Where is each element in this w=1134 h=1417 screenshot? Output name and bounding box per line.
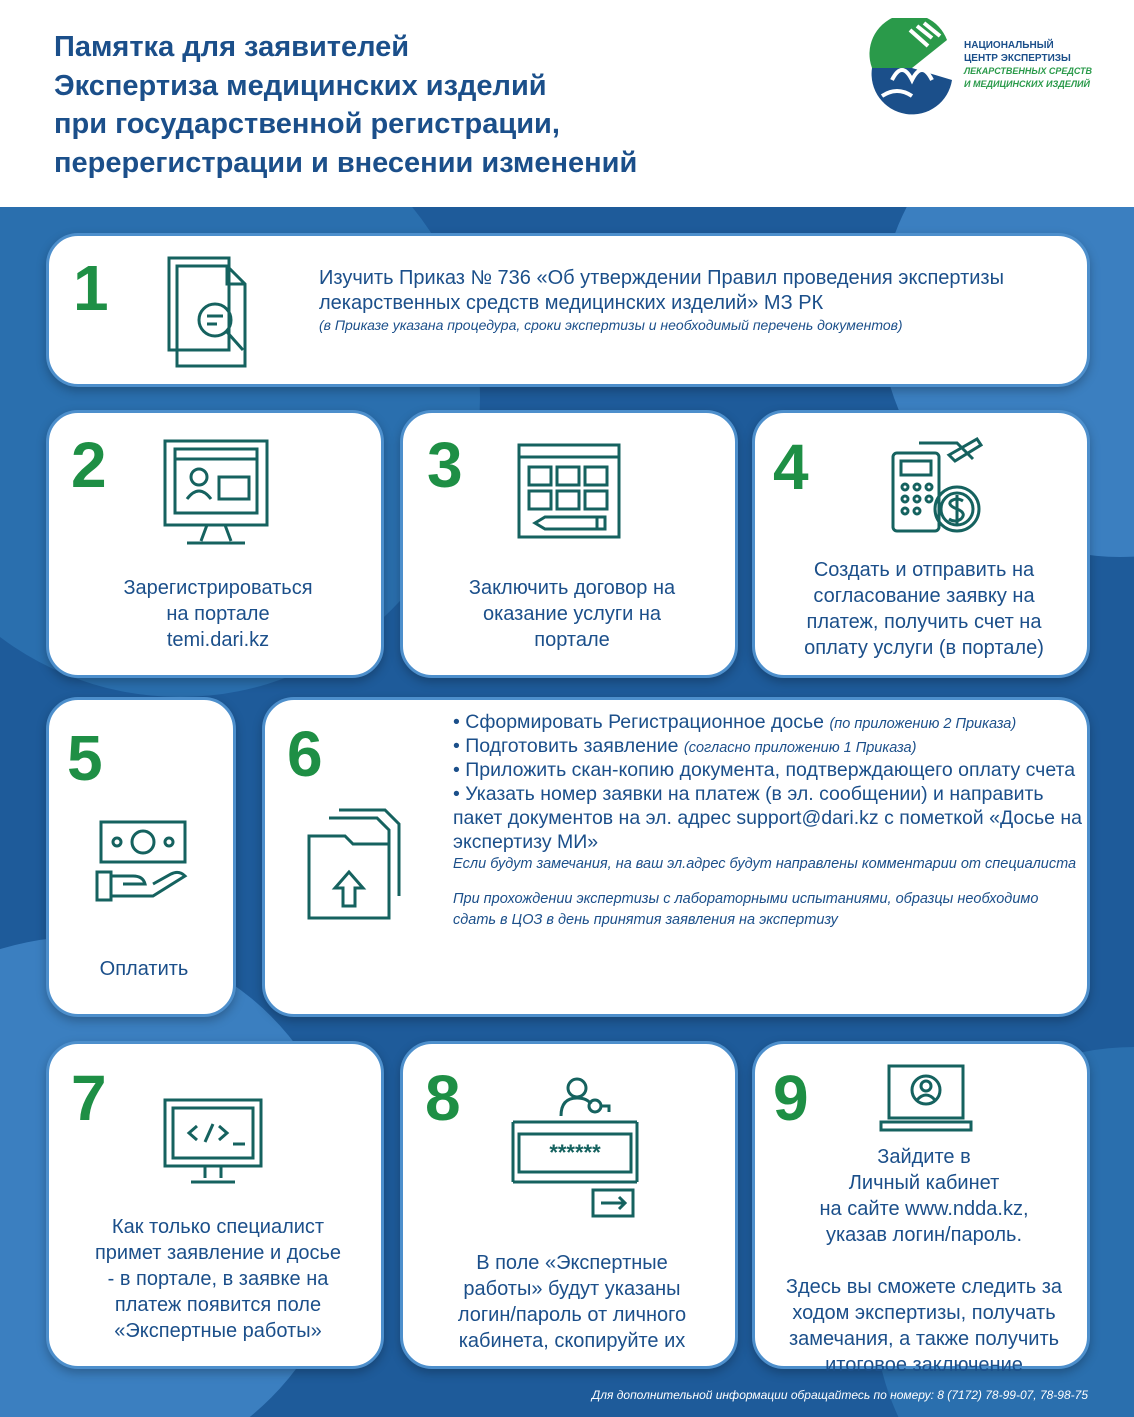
step-3-line: оказание услуги на (482, 603, 662, 625)
ndda-logo (862, 18, 1092, 118)
logo-text (964, 40, 1092, 90)
step-card-1 (46, 233, 1090, 387)
step-6-item-text: • Подготовить заявление (453, 735, 679, 757)
step-6-item (453, 758, 1083, 782)
step-5-line: Оплатить (99, 958, 189, 980)
step-4-line: согласование заявку на (813, 585, 1035, 607)
step-number: 7 (71, 1062, 107, 1134)
step-9-line: замечания, а также получить (788, 1328, 1060, 1350)
step-6-item (453, 710, 1083, 734)
content-background (0, 207, 1134, 1417)
hand-money-icon (93, 818, 193, 904)
step-6-item-note: (по приложению 2 Приказа) (829, 716, 1017, 732)
svg-text:******: ****** (549, 1140, 601, 1165)
step-7-line: примет заявление и досье (94, 1242, 342, 1264)
logo-line: И МЕДИЦИНСКИХ ИЗДЕЛИЙ (964, 78, 1090, 89)
step-number: 9 (773, 1062, 809, 1134)
password-login-icon (509, 1076, 641, 1224)
step-card-6 (262, 697, 1090, 1017)
step-6-note: Если будут замечания, на ваш эл.адрес будут направлены комментарии от специалиста (453, 856, 1077, 872)
step-9-line: на сайте www.ndda.kz, (819, 1198, 1029, 1220)
step-6-item (453, 782, 1083, 854)
step-9-line: указав логин/пароль. (825, 1224, 1023, 1246)
step-text (413, 575, 731, 653)
step-number: 2 (71, 429, 107, 501)
title-line: Памятка для заявителей (54, 31, 410, 63)
step-number: 4 (773, 431, 809, 503)
step-7-line: платеж появится поле (114, 1294, 322, 1316)
step-7-line: Как только специалист (111, 1216, 325, 1238)
step-card-3 (400, 410, 738, 678)
calculator-coin-icon (889, 437, 985, 537)
step-card-8 (400, 1041, 738, 1369)
logo-line: ЦЕНТР ЭКСПЕРТИЗЫ (964, 52, 1071, 64)
step-text (413, 1250, 731, 1354)
step-6-item-text: • Сформировать Регистрационное досье (453, 711, 825, 733)
step-8-line: кабинета, скопируйте их (458, 1330, 686, 1352)
step-3-line: Заключить договор на (468, 577, 676, 599)
title-line: при государственной регистрации, (54, 108, 560, 140)
step-text (765, 557, 1083, 661)
title-line: перерегистрации и внесении изменений (54, 146, 638, 179)
step-card-9 (752, 1041, 1090, 1376)
step-4-line: Создать и отправить на (813, 559, 1035, 581)
step-6-item-text: • Указать номер заявки на платеж (в эл. сообщении) и направить пакет документов на эл. адрес support@dari.kz с пометкой «Досье на экспертизу МИ» (453, 783, 1083, 853)
step-number: 8 (425, 1062, 461, 1134)
step-9-line: Зайдите в (877, 1146, 971, 1168)
folder-upload-icon (305, 806, 423, 922)
step-number: 5 (67, 722, 103, 794)
browser-pen-icon (515, 441, 623, 543)
step-9-line: Личный кабинет (848, 1172, 1000, 1194)
step-text (59, 956, 229, 982)
monitor-profile-icon (161, 437, 271, 549)
step-number: 1 (73, 252, 109, 324)
step-6-item (453, 734, 1083, 758)
logo-line: НАЦИОНАЛЬНЫЙ (964, 40, 1054, 51)
step-1-note: (в Приказе указана процедура, сроки экспертизы и необходимый перечень документов) (319, 317, 903, 333)
step-text (59, 575, 377, 653)
step-card-5 (46, 697, 236, 1017)
header (0, 0, 1134, 207)
step-4-line: оплату услуги (в портале) (804, 637, 1044, 659)
title-line: Экспертиза медицинских изделий (54, 69, 547, 102)
logo-emblem-icon (862, 18, 962, 118)
step-card-2 (46, 410, 384, 678)
step-8-line: работы» будут указаны (463, 1278, 681, 1300)
step-1-text: Изучить Приказ № 736 «Об утверждении Правил проведения экспертизы лекарственных средств медицинских изделий» МЗ РК (319, 267, 1004, 314)
step-8-line: В поле «Экспертные (476, 1252, 668, 1274)
logo-line: ЛЕКАРСТВЕННЫХ СРЕДСТВ (964, 66, 1093, 76)
step-number: 6 (287, 718, 323, 790)
step-text (319, 266, 1099, 334)
step-4-line: платеж, получить счет на (806, 611, 1042, 633)
monitor-code-icon (161, 1096, 265, 1188)
step-8-line: логин/пароль от личного (457, 1304, 687, 1326)
step-9-line: Здесь вы сможете следить за (785, 1276, 1063, 1298)
spacer (763, 1248, 1085, 1274)
step-card-7 (46, 1041, 384, 1369)
laptop-user-icon (879, 1062, 973, 1134)
step-2-line: на портале (166, 603, 270, 625)
step-text (763, 1144, 1085, 1378)
step-text (59, 1214, 377, 1344)
document-search-icon (165, 254, 261, 372)
step-card-4 (752, 410, 1090, 678)
step-7-line: - в портале, в заявке на (107, 1268, 329, 1290)
page-title (54, 28, 637, 182)
step-3-line: портале (534, 629, 610, 651)
step-2-line: Зарегистрироваться (123, 577, 313, 599)
step-9-line: итоговое заключение (825, 1354, 1023, 1376)
step-7-line: «Экспертные работы» (114, 1320, 322, 1342)
step-number: 3 (427, 429, 463, 501)
step-6-content (453, 710, 1083, 931)
step-6-item-note: (согласно приложению 1 Приказа) (683, 740, 917, 756)
footer-contact: Для дополнительной информации обращайтесь по номеру: 8 (7172) 78-99-07, 78-98-75 (591, 1388, 1088, 1402)
step-9-line: ходом экспертизы, получать (792, 1302, 1056, 1324)
step-2-line: temi.dari.kz (166, 629, 270, 651)
step-6-note: При прохождении экспертизы с лабораторными испытаниями, образцы необходимо сдать в ЦОЗ в день принятия заявления на экспертизу (453, 891, 1039, 928)
step-6-item-text: • Приложить скан-копию документа, подтверждающего оплату счета (453, 759, 1076, 781)
